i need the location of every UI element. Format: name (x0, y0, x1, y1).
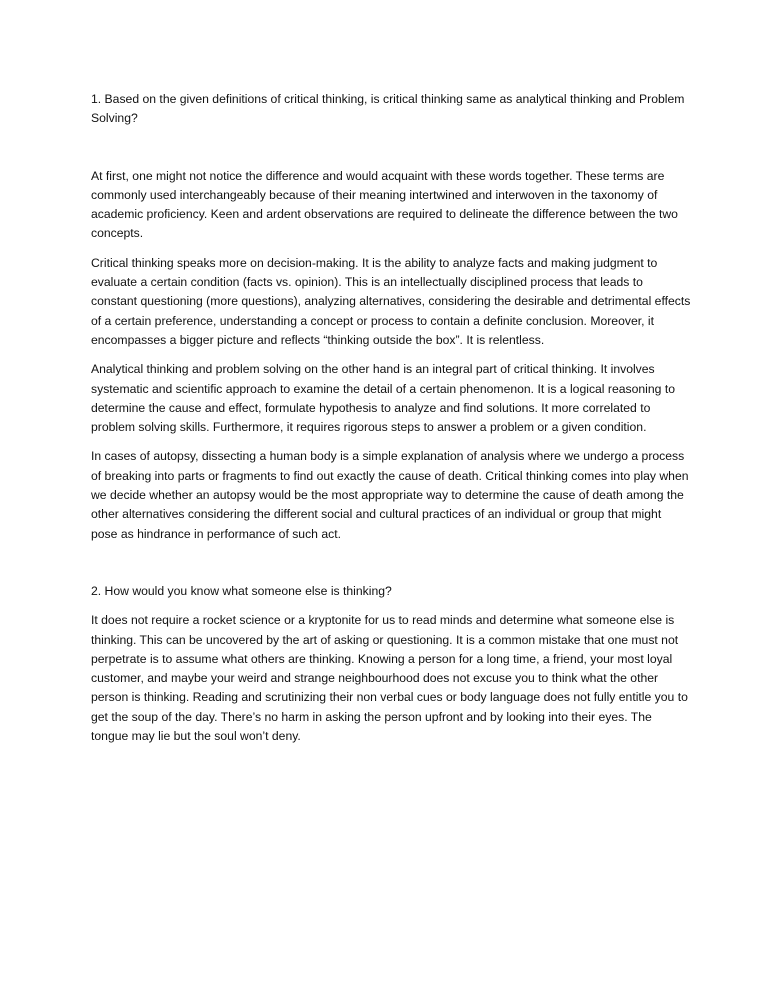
answer-1-paragraph-1: At first, one might not notice the difference and would acquaint with these words together. These terms are commonly used interchangeably because of their meaning intertwined and interwoven in the taxonomy of academic proficiency. Keen and ardent observations are required to delineate the difference between the two concepts. (91, 168, 678, 241)
document-body (91, 90, 691, 756)
answer-1-paragraph-3: Analytical thinking and problem solving on the other hand is an integral part of critical thinking. It involves systematic and scientific approach to examine the detail of a certain phenomenon. It is a logical reasoning to determine the cause and effect, formulate hypothesis to analyze and find solutions. It more correlated to problem solving skills. Furthermore, it requires rigorous steps to answer a problem or a given condition. (91, 362, 675, 435)
question-2: 2. How would you know what someone else is thinking? (91, 583, 392, 598)
answer-2-paragraph: It does not require a rocket science or a kryptonite for us to read minds and determine what someone else is thinking. This can be uncovered by the art of asking or questioning. It is a common mistake that one must not perpetrate is to assume what others are thinking. Knowing a person for a long time, a friend, your most loyal customer, and maybe your weird and strange neighbourhood does not excuse you to think what the other person is thinking. Reading and scrutinizing their non verbal cues or body language does not fully entitle you to get the soup of the day. There’s no harm in asking the person upfront and by looking into their eyes. The tongue may lie but the soul won’t deny. (91, 613, 688, 744)
answer-1-paragraph-4: In cases of autopsy, dissecting a human body is a simple explanation of analysis where we undergo a process of breaking into parts or fragments to find out exactly the cause of death. Critical thinking comes into play when we decide whether an autopsy would be the most appropriate way to determine the cause of death among the other alternatives considering the different social and cultural practices of an individual or group that might pose as hindrance in performance of such act. (91, 449, 689, 541)
answer-1-paragraph-2: Critical thinking speaks more on decision-making. It is the ability to analyze facts and making judgment to evaluate a certain condition (facts vs. opinion). This is an intellectually disciplined process that leads to constant questioning (more questions), analyzing alternatives, considering the desirable and detrimental effects of a certain preference, understanding a concept or process to contain a definite conclusion. Moreover, it encompasses a bigger picture and reflects “thinking outside the box”. It is relentless. (91, 255, 691, 347)
question-1: 1. Based on the given definitions of critical thinking, is critical thinking same as analytical thinking and Problem Solving? (91, 92, 685, 126)
